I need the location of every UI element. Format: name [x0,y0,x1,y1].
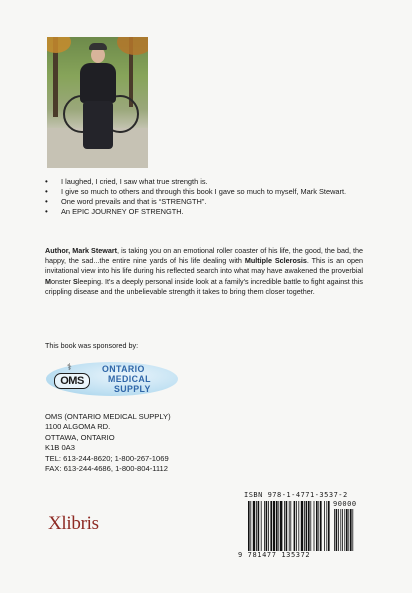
barcode-addon-bar [348,509,349,551]
barcode-bar [276,501,278,551]
barcode-digits: 9 781477 135372 [238,551,311,559]
barcode-bar [316,501,318,551]
logo-line3: SUPPLY [114,384,151,394]
barcode-bar [318,501,319,551]
bullet-item: • An EPIC JOURNEY OF STRENGTH. [45,207,365,217]
barcode-bar [280,501,282,551]
barcode-bar [289,501,290,551]
address-line: OTTAWA, ONTARIO [45,432,115,442]
barcode-addon-bar [338,509,339,551]
barcode-bar [290,501,291,551]
barcode-bar [326,501,327,551]
barcode-bar [301,501,303,551]
barcode-addon-bar [334,509,335,551]
barcode-bar [248,501,250,551]
barcode-bar [324,501,325,551]
barcode-bar [266,501,268,551]
barcode-bar [250,501,251,551]
barcode-bar [294,501,296,551]
barcode-addon-bar [344,509,345,551]
barcode-bar [286,501,288,551]
barcode-bar [306,501,308,551]
barcode-bar [308,501,310,551]
isbn-label: ISBN 978-1-4771-3537-2 [244,491,348,499]
author-label: Author, Mark Stewart [45,246,118,255]
oms-logo [46,358,180,398]
barcode-addon-bar [346,509,348,551]
isbn-barcode [248,501,360,551]
barcode-bar [258,501,260,551]
barcode-bar [256,501,257,551]
barcode-bar [310,501,311,551]
barcode-bar [320,501,322,551]
barcode-bar [296,501,297,551]
barcode-addon-bar [340,509,341,551]
publisher-logo: Xlibris [48,513,99,534]
bullet-item: • One word prevails and that is “STRENGTH”. [45,197,365,207]
author-photo [47,37,148,168]
barcode-bar [264,501,265,551]
barcode-addon-bar [352,509,353,551]
logo-line1: ONTARIO [102,364,145,374]
address-line: FAX: 613-244-4686, 1-800-804-1112 [45,464,168,474]
caduceus-icon: ⚕ [67,362,72,372]
barcode-bar [278,501,279,551]
barcode-bar [328,501,330,551]
barcode-bar [284,501,285,551]
barcode-bar [304,501,305,551]
logo-line2: MEDICAL [108,374,151,384]
barcode-bar [270,501,272,551]
bullet-item: • I laughed, I cried, I saw what true strength is. [45,177,365,187]
barcode-bar [273,501,275,551]
barcode-addon-bar [336,509,338,551]
book-description: Author, Mark Stewart, is taking you on an emotional roller coaster of his life, the good, the bad, the happy, the sad...the entire nine yards of his life dealing with Multiple Sclerosis. This is an open invitational view into his life during his reflected search into what may have awakened the proverbial Monster Sleeping. It's a deeply personal inside look at a family's incredible battle to fight against this crippling disease and the unbelievable strength it takes to bring them closer together. [45,246,363,296]
address-line: K1B 0A3 [45,443,75,453]
barcode-bar [298,501,299,551]
barcode-bar [261,501,262,551]
barcode-bar [314,501,315,551]
barcode-bar [268,501,269,551]
barcode-addon-bar [350,509,352,551]
address-line: 1100 ALGOMA RD. [45,422,111,432]
address-line: OMS (ONTARIO MEDICAL SUPPLY) [45,412,171,421]
praise-bullets [45,177,365,217]
logo-abbr: OMS [54,373,90,389]
barcode-addon-bar [342,509,343,551]
price-code: 90000 [333,500,357,508]
address-line: TEL: 613-244-8620; 1-800-267-1069 [45,453,169,463]
bullet-item: • I give so much to others and through this book I gave so much to myself, Mark Stewart. [45,187,365,197]
sponsor-address [45,412,171,474]
sponsored-label: This book was sponsored by: [45,341,139,350]
barcode-bar [253,501,255,551]
